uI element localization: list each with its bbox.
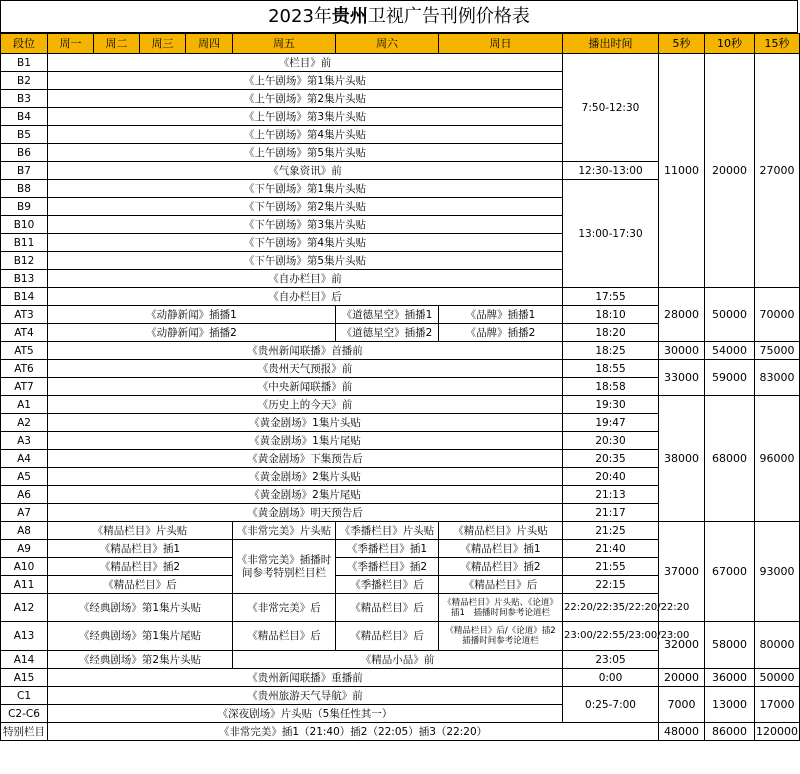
program-cell: 《贵州旅游天气导航》前	[48, 687, 563, 705]
time-cell: 20:40	[563, 468, 659, 486]
slot-code: AT7	[1, 378, 48, 396]
slot-code: B7	[1, 162, 48, 180]
price-15s: 120000	[755, 723, 800, 741]
sheet-title	[0, 0, 798, 33]
price-5s: 32000	[659, 622, 705, 669]
price-15s: 27000	[755, 54, 800, 288]
time-cell: 13:00-17:30	[563, 180, 659, 288]
slot-code: A8	[1, 522, 48, 540]
time-cell: 21:25	[563, 522, 659, 540]
price-10s: 68000	[705, 396, 755, 522]
program-cell: 《非常完美》插1（21:40）插2（22:05）插3（22:20）	[48, 723, 659, 741]
program-cell: 《精品栏目》后	[48, 576, 233, 594]
title-rest: 卫视广告刊例价格表	[367, 6, 530, 27]
program-cell: 《历史上的今天》前	[48, 396, 563, 414]
price-15s: 75000	[755, 342, 800, 360]
program-cell: 《精品小品》前	[233, 651, 563, 669]
price-10s: 67000	[705, 522, 755, 622]
slot-code: B4	[1, 108, 48, 126]
program-cell: 《非常完美》后	[233, 594, 336, 622]
slot-code: A14	[1, 651, 48, 669]
slot-code: C2-C6	[1, 705, 48, 723]
price-table	[0, 33, 800, 741]
time-cell: 18:58	[563, 378, 659, 396]
program-cell: 《道德星空》插播1	[336, 306, 439, 324]
header-cell: 周二	[94, 34, 140, 54]
time-cell: 23:05	[563, 651, 659, 669]
title-year: 2023年	[268, 6, 332, 27]
price-10s: 50000	[705, 288, 755, 342]
slot-code: A3	[1, 432, 48, 450]
program-cell: 《贵州新闻联播》首播前	[48, 342, 563, 360]
time-cell: 18:20	[563, 324, 659, 342]
slot-code: AT6	[1, 360, 48, 378]
price-5s: 37000	[659, 522, 705, 622]
slot-code: B1	[1, 54, 48, 72]
program-cell: 《精品栏目》片头贴	[48, 522, 233, 540]
slot-code: AT5	[1, 342, 48, 360]
header-cell: 5秒	[659, 34, 705, 54]
time-cell: 21:13	[563, 486, 659, 504]
program-cell: 《经典剧场》第1集片尾贴	[48, 622, 233, 651]
program-cell: 《栏目》前	[48, 54, 563, 72]
header-cell: 10秒	[705, 34, 755, 54]
header-row	[1, 34, 800, 54]
program-cell: 《贵州新闻联播》重播前	[48, 669, 563, 687]
slot-code: B11	[1, 234, 48, 252]
slot-code: AT3	[1, 306, 48, 324]
price-15s: 93000	[755, 522, 800, 622]
program-cell: 《黄金剧场》2集片头贴	[48, 468, 563, 486]
header-cell: 周四	[186, 34, 233, 54]
program-cell: 《上午剧场》第2集片头贴	[48, 90, 563, 108]
price-15s: 70000	[755, 288, 800, 342]
price-5s: 7000	[659, 687, 705, 723]
table-row	[1, 288, 800, 306]
time-cell: 17:55	[563, 288, 659, 306]
price-10s: 58000	[705, 622, 755, 669]
program-cell: 《精品栏目》后	[336, 594, 439, 622]
program-cell: 《品牌》插播2	[439, 324, 563, 342]
program-cell: 《黄金剧场》1集片头贴	[48, 414, 563, 432]
time-cell: 18:25	[563, 342, 659, 360]
time-cell: 20:30	[563, 432, 659, 450]
time-cell: 19:30	[563, 396, 659, 414]
program-cell: 《自办栏目》后	[48, 288, 563, 306]
price-10s: 54000	[705, 342, 755, 360]
table-row	[1, 342, 800, 360]
price-15s: 80000	[755, 622, 800, 669]
table-row	[1, 522, 800, 540]
program-cell: 《上午剧场》第4集片头贴	[48, 126, 563, 144]
slot-code: A4	[1, 450, 48, 468]
price-5s: 30000	[659, 342, 705, 360]
price-10s: 86000	[705, 723, 755, 741]
time-cell: 18:10	[563, 306, 659, 324]
program-cell: 《贵州天气预报》前	[48, 360, 563, 378]
time-cell: 22:15	[563, 576, 659, 594]
slot-code: B12	[1, 252, 48, 270]
program-cell: 《精品栏目》后	[439, 576, 563, 594]
slot-code: A9	[1, 540, 48, 558]
program-cell: 《动静新闻》插播1	[48, 306, 336, 324]
program-cell: 《下午剧场》第3集片头贴	[48, 216, 563, 234]
time-cell: 7:50-12:30	[563, 54, 659, 162]
slot-code: B6	[1, 144, 48, 162]
program-cell: 《上午剧场》第5集片头贴	[48, 144, 563, 162]
table-row	[1, 723, 800, 741]
slot-code: B10	[1, 216, 48, 234]
time-cell: 21:55	[563, 558, 659, 576]
table-row	[1, 687, 800, 705]
price-10s: 20000	[705, 54, 755, 288]
program-cell: 《下午剧场》第5集片头贴	[48, 252, 563, 270]
program-cell: 《下午剧场》第2集片头贴	[48, 198, 563, 216]
header-cell: 周六	[336, 34, 439, 54]
program-cell: 《季播栏目》后	[336, 576, 439, 594]
program-cell: 《经典剧场》第2集片头贴	[48, 651, 233, 669]
slot-code: C1	[1, 687, 48, 705]
header-cell: 周一	[48, 34, 94, 54]
program-cell: 《品牌》插播1	[439, 306, 563, 324]
price-5s: 38000	[659, 396, 705, 522]
program-cell: 《精品栏目》插2	[48, 558, 233, 576]
price-10s: 13000	[705, 687, 755, 723]
slot-code: B3	[1, 90, 48, 108]
program-cell: 《精品栏目》插1	[48, 540, 233, 558]
slot-code: B5	[1, 126, 48, 144]
program-cell: 《经典剧场》第1集片头贴	[48, 594, 233, 622]
program-cell: 《非常完美》插播时间参考特别栏目栏	[233, 540, 336, 594]
time-cell: 0:25-7:00	[563, 687, 659, 723]
table-row	[1, 54, 800, 72]
slot-code: B9	[1, 198, 48, 216]
program-cell: 《上午剧场》第3集片头贴	[48, 108, 563, 126]
program-cell: 《黄金剧场》1集片尾贴	[48, 432, 563, 450]
program-cell: 《精品栏目》后	[233, 622, 336, 651]
price-15s: 50000	[755, 669, 800, 687]
slot-code: A7	[1, 504, 48, 522]
slot-code: B8	[1, 180, 48, 198]
program-cell: 《黄金剧场》下集预告后	[48, 450, 563, 468]
program-cell: 《精品栏目》片头贴、《论道》插1 插播时间参考论道栏	[439, 594, 563, 622]
table-row	[1, 396, 800, 414]
program-cell: 《深夜剧场》片头贴（5集任性其一）	[48, 705, 563, 723]
program-cell: 《黄金剧场》明天预告后	[48, 504, 563, 522]
slot-code: A10	[1, 558, 48, 576]
table-row	[1, 622, 800, 651]
program-cell: 《上午剧场》第1集片头贴	[48, 72, 563, 90]
price-15s: 96000	[755, 396, 800, 522]
program-cell: 《气象资讯》前	[48, 162, 563, 180]
slot-code: A1	[1, 396, 48, 414]
table-row	[1, 360, 800, 378]
time-cell: 18:55	[563, 360, 659, 378]
slot-code: 特别栏目	[1, 723, 48, 741]
price-5s: 11000	[659, 54, 705, 288]
program-cell: 《中央新闻联播》前	[48, 378, 563, 396]
price-5s: 48000	[659, 723, 705, 741]
header-cell: 周三	[140, 34, 186, 54]
header-cell: 段位	[1, 34, 48, 54]
time-cell: 21:40	[563, 540, 659, 558]
slot-code: A13	[1, 622, 48, 651]
time-cell: 19:47	[563, 414, 659, 432]
slot-code: AT4	[1, 324, 48, 342]
price-5s: 33000	[659, 360, 705, 396]
time-cell: 0:00	[563, 669, 659, 687]
time-cell: 23:00/22:55/23:00/23:00	[563, 622, 659, 651]
program-cell: 《下午剧场》第4集片头贴	[48, 234, 563, 252]
slot-code: B13	[1, 270, 48, 288]
slot-code: A2	[1, 414, 48, 432]
slot-code: A15	[1, 669, 48, 687]
program-cell: 《自办栏目》前	[48, 270, 563, 288]
price-10s: 36000	[705, 669, 755, 687]
program-cell: 《精品栏目》后/《论道》插2 插播时间参考论道栏	[439, 622, 563, 651]
program-cell: 《季播栏目》插2	[336, 558, 439, 576]
time-cell: 21:17	[563, 504, 659, 522]
program-cell: 《非常完美》片头贴	[233, 522, 336, 540]
program-cell: 《精品栏目》插2	[439, 558, 563, 576]
header-cell: 15秒	[755, 34, 800, 54]
price-5s: 20000	[659, 669, 705, 687]
program-cell: 《精品栏目》后	[336, 622, 439, 651]
program-cell: 《季播栏目》片头贴	[336, 522, 439, 540]
slot-code: B14	[1, 288, 48, 306]
time-cell: 22:20/22:35/22:20/22:20	[563, 594, 659, 622]
program-cell: 《下午剧场》第1集片头贴	[48, 180, 563, 198]
program-cell: 《精品栏目》插1	[439, 540, 563, 558]
slot-code: A12	[1, 594, 48, 622]
title-province: 贵州	[331, 6, 368, 27]
price-15s: 17000	[755, 687, 800, 723]
price-5s: 28000	[659, 288, 705, 342]
price-15s: 83000	[755, 360, 800, 396]
header-cell: 周五	[233, 34, 336, 54]
program-cell: 《季播栏目》插1	[336, 540, 439, 558]
program-cell: 《动静新闻》插播2	[48, 324, 336, 342]
price-10s: 59000	[705, 360, 755, 396]
program-cell: 《黄金剧场》2集片尾贴	[48, 486, 563, 504]
header-cell: 播出时间	[563, 34, 659, 54]
slot-code: A11	[1, 576, 48, 594]
slot-code: A6	[1, 486, 48, 504]
table-row	[1, 669, 800, 687]
slot-code: A5	[1, 468, 48, 486]
header-cell: 周日	[439, 34, 563, 54]
time-cell: 12:30-13:00	[563, 162, 659, 180]
program-cell: 《道德星空》插播2	[336, 324, 439, 342]
time-cell: 20:35	[563, 450, 659, 468]
slot-code: B2	[1, 72, 48, 90]
program-cell: 《精品栏目》片头贴	[439, 522, 563, 540]
